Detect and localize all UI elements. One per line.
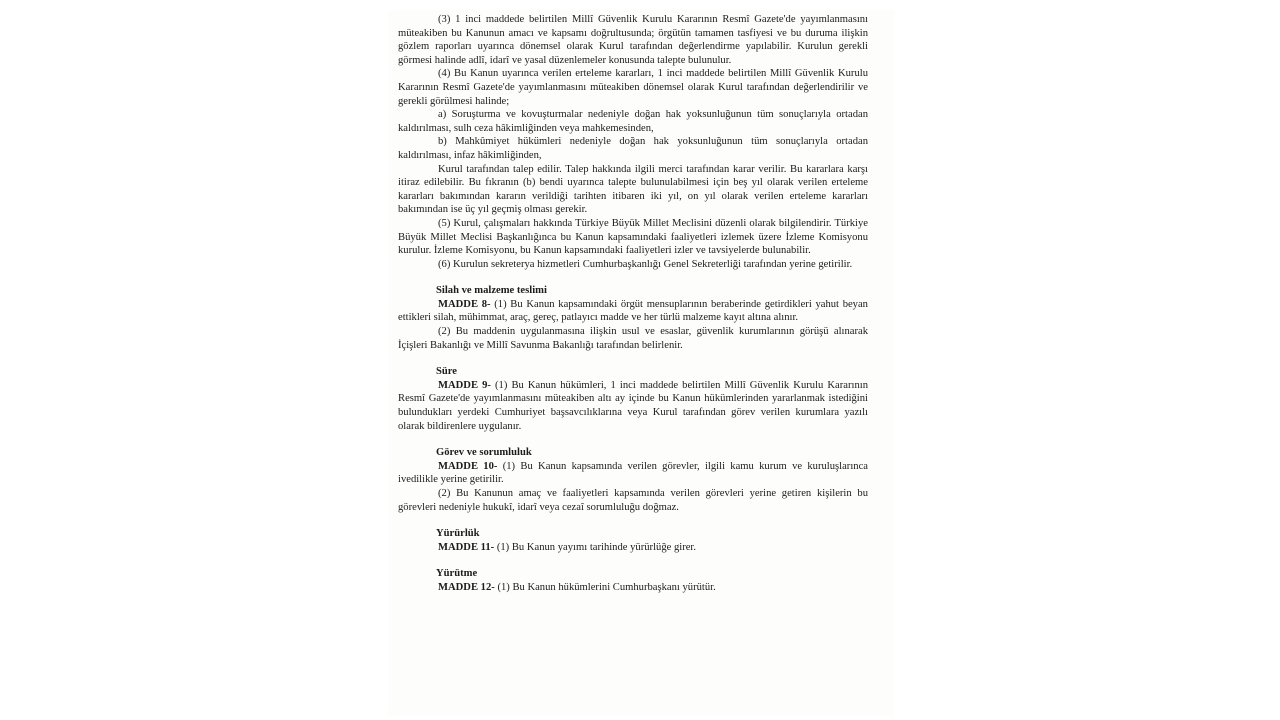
- article-10-paragraph-1-text: (1) Bu Kanun kapsamında verilen görevler, ilgili kamu kurum ve kuruluşlarınca ivedilikle yerine getirilir.: [398, 460, 868, 486]
- article-7-paragraph-3: (3) 1 inci maddede belirtilen Millî Güvenlik Kurulu Kararının Resmî Gazete'de yayımlanmasını müteakiben bu Kanunun amacı ve kapsamı doğrultusunda; örgütün tamamen tasfiyesi ve bu duruma ilişkin gözlem raporları uyarınca dönemsel olarak Kurul tarafından değerlendirme yapılabilir. Kurulun gerekli görmesi halinde adlî, idarî ve yasal düzenlemeler konusunda talepte bulunulur.: [398, 14, 868, 66]
- article-12-paragraph-1-text: (1) Bu Kanun hükümlerini Cumhurbaşkanı yürütür.: [494, 581, 716, 593]
- article-7-paragraph-4-continuation: Kurul tarafından talep edilir. Talep hakkında ilgili merci tarafından karar verilir. Bu kararlara karşı itiraz edilebilir. Bu fıkranın (b) bendi uyarınca talepte bulunulabilmesi için beş yıl olarak verilen erteleme kararları bakımından kararın verildiği tarihten itibaren iki yıl, on yıl olarak verilen erteleme kararları bakımından ise üç yıl geçmiş olması gerekir.: [398, 163, 868, 216]
- article-7-paragraph-5: (5) Kurul, çalışmaları hakkında Türkiye Büyük Millet Meclisini düzenli olarak bilgilendirir. Türkiye Büyük Millet Meclisi Başkanlığınca bu Kanun kapsamındaki faaliyetleri izlemek üzere İzleme Komisyonu kurulur. İzleme Komisyonu, bu Kanun kapsamındaki faaliyetleri izler ve tavsiyelerde bulunabilir.: [398, 217, 868, 257]
- article-10-heading: Görev ve sorumluluk: [436, 447, 532, 459]
- article-9-paragraph-1-text: (1) Bu Kanun hükümleri, 1 inci maddede belirtilen Millî Güvenlik Kurulu Kararının Resmî Gazete'de yayımlanmasını müteakiben altı ay içinde bu Kanun hükümlerinden yararlanmak istediğini bulundukları yerdeki Cumhuriyet başsavcılıklarına veya Kurul tarafından görev verilen kurumlara yazılı olarak bildirenlere uygulanır.: [398, 379, 868, 432]
- article-12-label: MADDE 12-: [438, 581, 495, 593]
- article-8-label: MADDE 8-: [438, 298, 491, 310]
- article-9-label: MADDE 9-: [438, 379, 491, 391]
- document-text: [398, 13, 868, 595]
- article-7-paragraph-4: (4) Bu Kanun uyarınca verilen erteleme kararları, 1 inci maddede belirtilen Millî Güvenlik Kurulu Kararının Resmî Gazete'de yayımlanmasını müteakiben dönemsel olarak Kurul tarafından değerlendirilir ve gerekli görülmesi halinde;: [398, 68, 868, 107]
- article-10-paragraph-2: (2) Bu Kanunun amaç ve faaliyetleri kapsamında verilen görevleri yerine getiren kişilerin bu görevleri nedeniyle hukukî, idarî veya cezaî sorumluluğu doğmaz.: [398, 488, 868, 513]
- article-9-heading: Süre: [436, 366, 457, 378]
- article-11-heading: Yürürlük: [436, 528, 480, 540]
- article-7-paragraph-6: (6) Kurulun sekreterya hizmetleri Cumhurbaşkanlığı Genel Sekreterliği tarafından yerine getirilir.: [438, 258, 853, 270]
- article-12-heading: Yürütme: [436, 568, 478, 580]
- article-8-paragraph-2: (2) Bu maddenin uygulanmasına ilişkin usul ve esaslar, güvenlik kurumlarının görüşü alınarak İçişleri Bakanlığı ve Millî Savunma Bakanlığı tarafından belirlenir.: [398, 326, 868, 351]
- article-8-paragraph-1-text: (1) Bu Kanun kapsamındaki örgüt mensuplarının beraberinde getirdikleri yahut beyan ettikleri silah, mühimmat, araç, gereç, patlayıcı madde ve her türlü malzeme kayıt altına alınır.: [398, 298, 868, 324]
- article-8-heading: Silah ve malzeme teslimi: [436, 285, 547, 297]
- article-9-paragraph-1: [398, 379, 868, 433]
- article-10-paragraph-1: [398, 460, 868, 487]
- article-8-paragraph-1: [398, 298, 868, 325]
- article-12-paragraph-1: [398, 581, 868, 595]
- article-11-paragraph-1: [398, 541, 868, 555]
- article-11-paragraph-1-text: (1) Bu Kanun yayımı tarihinde yürürlüğe girer.: [494, 541, 697, 553]
- article-7-paragraph-4-clause-a: a) Soruşturma ve kovuşturmalar nedeniyle doğan hak yoksunluğunun tüm sonuçlarıyla ortadan kaldırılması, sulh ceza hâkimliğinden veya mahkemesinden,: [398, 109, 868, 134]
- article-7-paragraph-4-clause-b: b) Mahkûmiyet hükümleri nedeniyle doğan hak yoksunluğunun tüm sonuçlarıyla ortadan kaldırılması, infaz hâkimliğinden,: [398, 136, 868, 161]
- article-10-label: MADDE 10-: [438, 460, 498, 472]
- article-11-label: MADDE 11-: [438, 541, 495, 553]
